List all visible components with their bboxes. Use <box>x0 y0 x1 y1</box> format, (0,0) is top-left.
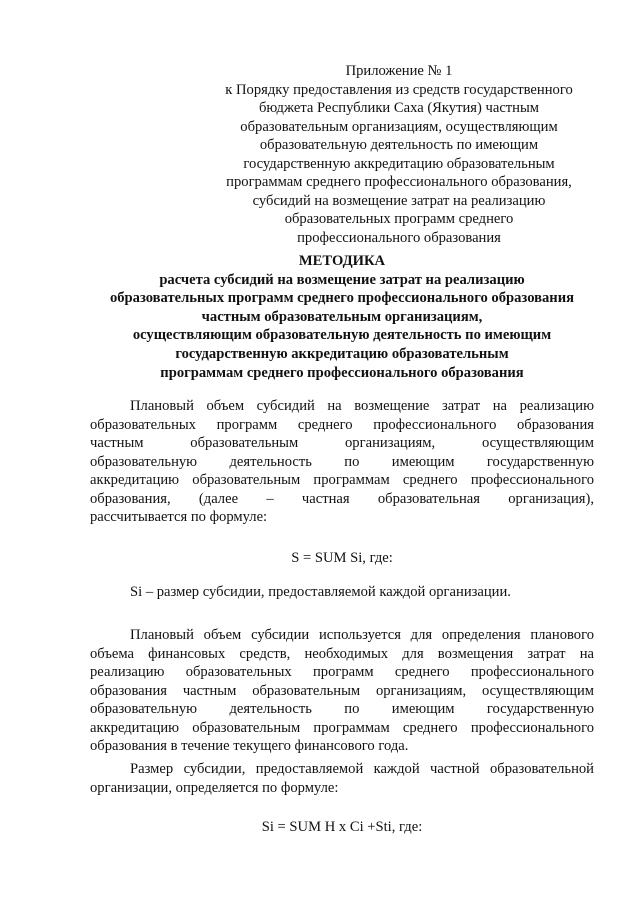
formula-total: S = SUM Si, где: <box>291 550 393 566</box>
title-line: осуществляющим образовательную деятельность по имеющим <box>132 327 552 344</box>
paragraph-line: образовательную деятельность по имеющим государственную <box>90 453 594 470</box>
appendix-header <box>212 62 586 247</box>
appendix-line: образовательных программ среднего <box>284 211 514 227</box>
paragraph-subsidy-size <box>90 760 594 797</box>
appendix-line: программам среднего профессионального образования, <box>226 174 572 190</box>
title-line: программам среднего профессионального образования <box>160 364 524 381</box>
title-line: государственную аккредитацию образовательным <box>175 345 509 362</box>
definition-si: Si – размер субсидии, предоставляемой каждой организации. <box>130 584 511 600</box>
paragraph-line: организации, определяется по формуле: <box>90 779 339 796</box>
paragraph-line: аккредитацию образовательным программам среднего профессионального <box>90 472 594 488</box>
document-title <box>60 252 624 382</box>
appendix-line: образовательную деятельность по имеющим <box>259 137 539 153</box>
title-heading: МЕТОДИКА <box>298 253 386 269</box>
title-line: частным образовательным организациям, <box>201 308 483 325</box>
paragraph-line: Плановый объем субсидии используется для определения планового <box>130 627 594 643</box>
appendix-line: образовательным организациям, осуществляющим <box>240 118 558 135</box>
title-line: образовательных программ среднего профессионального образования <box>109 290 575 307</box>
paragraph-planned-volume <box>90 397 594 527</box>
paragraph-usage <box>90 626 594 756</box>
paragraph-line: рассчитывается по формуле: <box>90 509 268 525</box>
formula-si: Si = SUM H x Ci +Sti, где: <box>261 819 423 835</box>
paragraph-line: реализацию образовательных программ среднего профессионального <box>90 664 594 680</box>
paragraph-line: образования в течение текущего финансового года. <box>90 738 409 754</box>
appendix-line: Приложение № 1 <box>345 63 453 79</box>
appendix-line: субсидий на возмещение затрат на реализацию <box>252 192 546 209</box>
paragraph-line: образовательных программ среднего профессионального образования <box>90 416 594 433</box>
paragraph-line: образования, (далее – частная образовательная организация), <box>90 490 594 507</box>
title-line: расчета субсидий на возмещение затрат на реализацию <box>159 271 525 288</box>
paragraph-line: аккредитацию образовательным программам среднего профессионального <box>90 719 594 736</box>
paragraph-line: объема финансовых средств, необходимых для возмещения затрат на <box>90 645 594 662</box>
paragraph-line: образования частным образовательным организациям, осуществляющим <box>90 682 594 699</box>
paragraph-line: частным образовательным организациям, осуществляющим <box>90 435 594 451</box>
paragraph-line: Плановый объем субсидий на возмещение затрат на реализацию <box>130 398 594 414</box>
paragraph-line: Размер субсидии, предоставляемой каждой частной образовательной <box>130 761 594 777</box>
appendix-line: государственную аккредитацию образовательным <box>243 155 555 172</box>
paragraph-line: образовательную деятельность по имеющим государственную <box>90 701 594 717</box>
appendix-line: профессионального образования <box>297 229 501 246</box>
appendix-line: бюджета Республики Саха (Якутия) частным <box>258 100 540 116</box>
appendix-line: к Порядку предоставления из средств государственного <box>225 81 573 98</box>
